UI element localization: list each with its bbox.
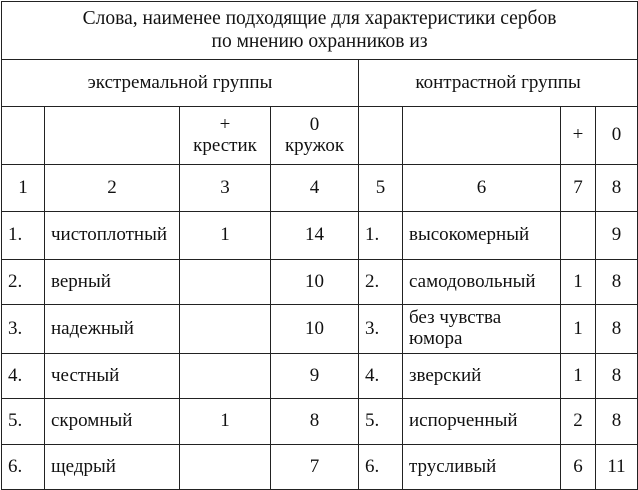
table-row: [2, 445, 638, 490]
column-number: 8: [596, 165, 638, 212]
zero-count-right: 11: [596, 445, 638, 490]
group-left-header: экстремальной группы: [2, 60, 359, 107]
plus-count-right: 1: [561, 305, 596, 354]
row-number-left: 6.: [2, 445, 45, 490]
column-number: 1: [2, 165, 45, 212]
zero-count-left: 10: [271, 305, 359, 354]
zero-count-right: 8: [596, 354, 638, 399]
row-number-left: 3.: [2, 305, 45, 354]
sub-header-row: [2, 107, 638, 165]
row-number-left: 4.: [2, 354, 45, 399]
word-left: верный: [45, 260, 180, 305]
sub-header-empty-6: [403, 107, 561, 165]
plus-count-left: 1: [180, 399, 271, 445]
plus-symbol-left: +: [219, 113, 231, 135]
title-row: [2, 2, 638, 60]
sub-header-empty-1: [2, 107, 45, 165]
zero-count-left: 7: [271, 445, 359, 490]
zero-label-left: кружок: [284, 134, 345, 156]
table-row: [2, 399, 638, 445]
word-left: чистоплотный: [45, 212, 180, 260]
word-right: трусливый: [403, 445, 561, 490]
word-right-line-1: без чувства: [409, 307, 502, 329]
table-title: [2, 2, 638, 60]
zero-count-right: 8: [596, 305, 638, 354]
row-number-right: 1.: [359, 212, 403, 260]
zero-symbol-left: 0: [309, 113, 320, 135]
row-number-left: 5.: [2, 399, 45, 445]
column-number: 5: [359, 165, 403, 212]
plus-label-left: крестик: [193, 134, 257, 156]
word-left: честный: [45, 354, 180, 399]
group-header-row: [2, 60, 638, 107]
word-right: самодовольный: [403, 260, 561, 305]
zero-count-right: 8: [596, 260, 638, 305]
group-right-header: контрастной группы: [359, 60, 638, 107]
plus-count-right: 6: [561, 445, 596, 490]
plus-count-left: [180, 445, 271, 490]
word-right: испорченный: [403, 399, 561, 445]
plus-count-left: [180, 354, 271, 399]
sub-header-plus-right: +: [561, 107, 596, 165]
table-row: [2, 305, 638, 354]
sub-header-plus-left: [180, 107, 271, 165]
column-number: 2: [45, 165, 180, 212]
plus-count-left: [180, 305, 271, 354]
sub-header-empty-2: [45, 107, 180, 165]
sub-header-zero-right: 0: [596, 107, 638, 165]
zero-count-right: 8: [596, 399, 638, 445]
word-right: высокомерный: [403, 212, 561, 260]
zero-count-left: 9: [271, 354, 359, 399]
table-row: [2, 212, 638, 260]
word-right: зверский: [403, 354, 561, 399]
column-number: 3: [180, 165, 271, 212]
row-number-right: 5.: [359, 399, 403, 445]
zero-count-left: 10: [271, 260, 359, 305]
table-row: [2, 354, 638, 399]
sub-header-empty-5: [359, 107, 403, 165]
plus-count-right: 1: [561, 354, 596, 399]
zero-count-left: 8: [271, 399, 359, 445]
word-right-line-2: юмора: [409, 328, 463, 349]
row-number-left: 2.: [2, 260, 45, 305]
plus-count-right: 1: [561, 260, 596, 305]
serbs-characteristics-table: [1, 1, 638, 490]
plus-count-right: 2: [561, 399, 596, 445]
sub-header-zero-left: [271, 107, 359, 165]
plus-count-left: [180, 260, 271, 305]
row-number-right: 3.: [359, 305, 403, 354]
row-number-right: 6.: [359, 445, 403, 490]
column-number: 4: [271, 165, 359, 212]
column-number: 7: [561, 165, 596, 212]
row-number-right: 2.: [359, 260, 403, 305]
word-left: надежный: [45, 305, 180, 354]
row-number-left: 1.: [2, 212, 45, 260]
word-right: [403, 305, 561, 354]
zero-count-right: 9: [596, 212, 638, 260]
plus-count-left: 1: [180, 212, 271, 260]
zero-count-left: 14: [271, 212, 359, 260]
column-number: 6: [403, 165, 561, 212]
plus-count-right: [561, 212, 596, 260]
column-number-row: [2, 165, 638, 212]
word-left: скромный: [45, 399, 180, 445]
word-left: щедрый: [45, 445, 180, 490]
row-number-right: 4.: [359, 354, 403, 399]
table-row: [2, 260, 638, 305]
title-line-2: по мнению охранников из: [211, 30, 428, 52]
title-line-1: Слова, наименее подходящие для характеристики сербов: [82, 8, 557, 30]
